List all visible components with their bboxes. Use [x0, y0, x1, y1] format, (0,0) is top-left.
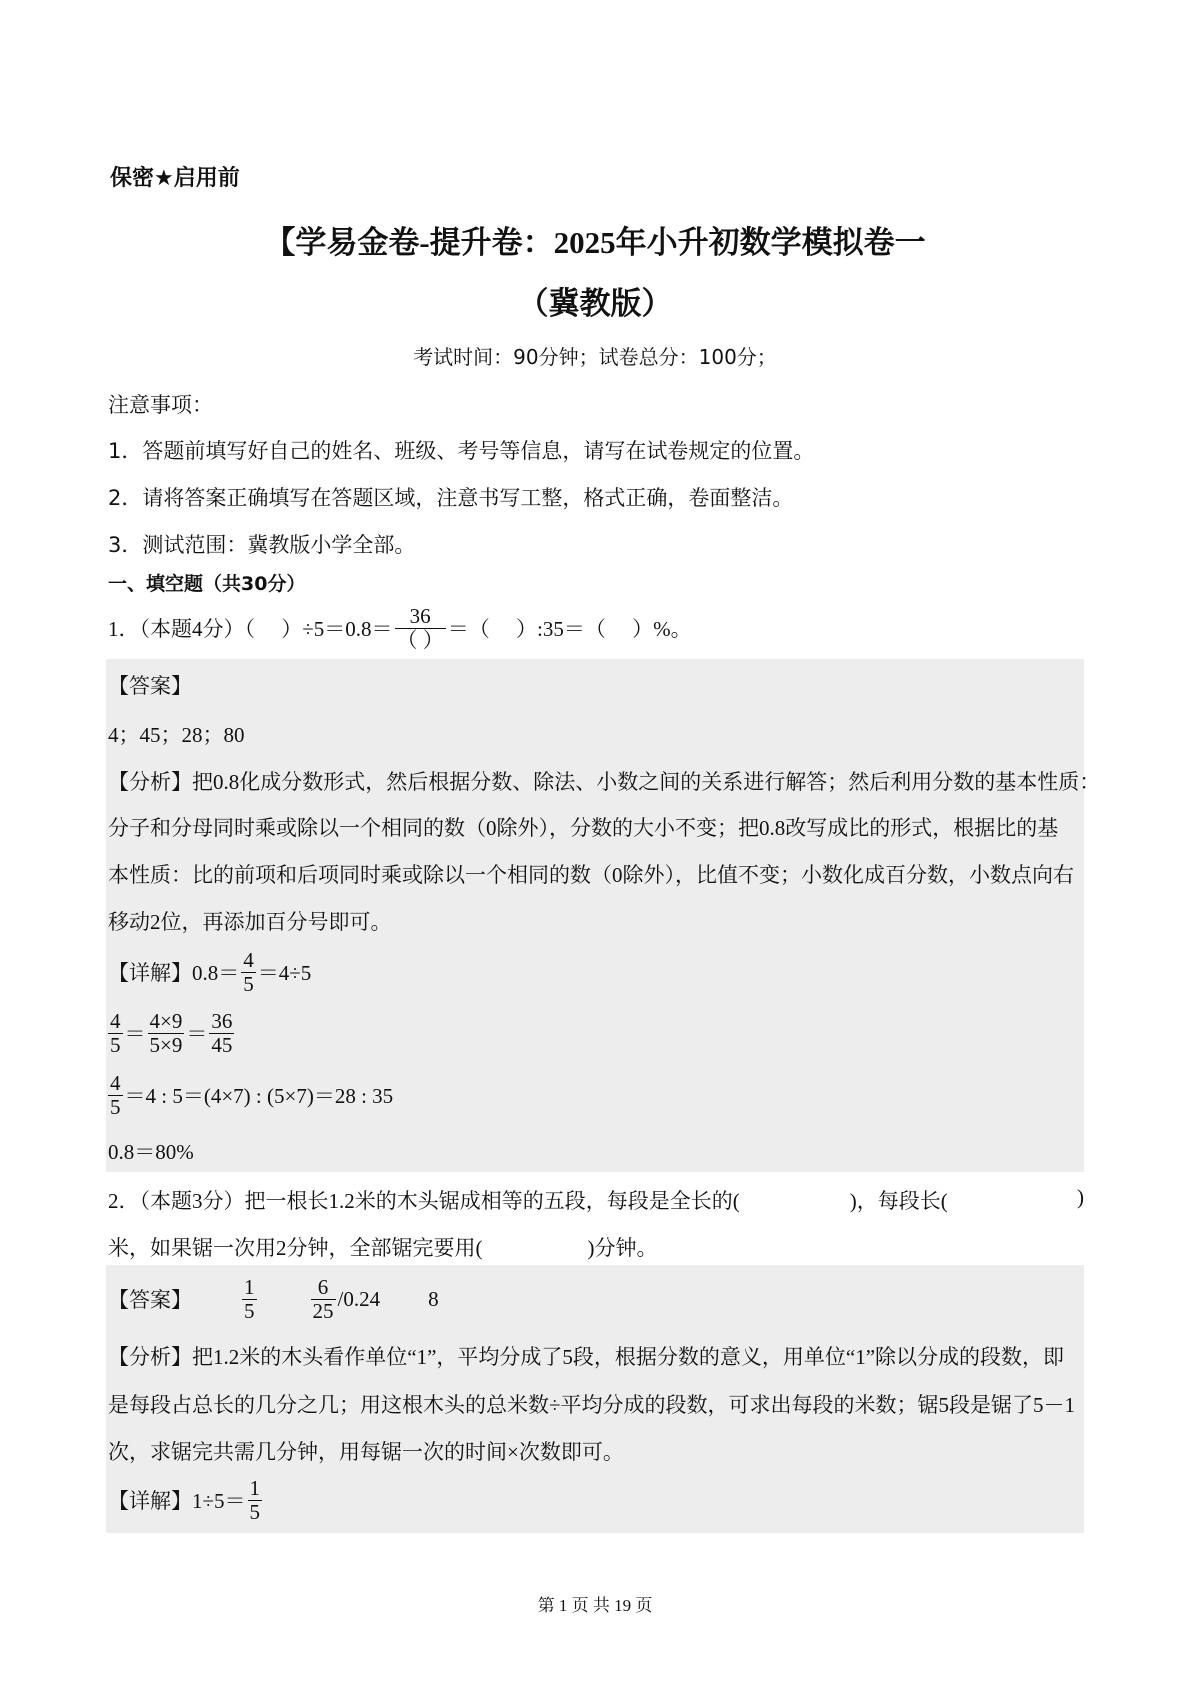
- detail-line-2: [106, 1004, 236, 1062]
- fraction-numerator: 1: [244, 1275, 255, 1300]
- fraction-numerator: 4: [110, 1009, 121, 1034]
- page-number: 第 1 页 共 19 页: [537, 1596, 653, 1615]
- fraction-numerator: 4: [110, 1071, 121, 1096]
- fraction-denominator: 5: [243, 971, 254, 996]
- equals-sign: ＝: [124, 1022, 146, 1046]
- detail-expr: 1÷5＝: [192, 1489, 246, 1513]
- answer-decimal: /0.24: [337, 1286, 381, 1311]
- fraction-denominator: 5: [110, 1094, 121, 1119]
- question-1: [108, 600, 692, 656]
- detail-expr: 0.8＝: [192, 961, 240, 985]
- detail-line-4: 0.8＝80%: [108, 1140, 194, 1164]
- q2-answer-line: [108, 1270, 439, 1328]
- notes-heading: 注意事项：: [108, 393, 213, 417]
- note-item-1: 1．答题前填写好自己的姓名、班级、考号等信息，请写在试卷规定的位置。: [108, 439, 815, 463]
- fraction: [148, 1010, 185, 1055]
- question-2-text: 2．（本题3分）把一根长1.2米的木头锯成相等的五段，每段是全长的(: [108, 1189, 740, 1213]
- question-1-fraction: [395, 605, 446, 650]
- fraction-numerator: 4×9: [149, 1009, 183, 1034]
- question-1-prefix: 1．（本题4分）（ ）÷5＝0.8＝: [108, 617, 393, 641]
- answer-fraction-2: [311, 1276, 336, 1321]
- answer-label: 【答案】: [108, 1288, 192, 1312]
- fraction: [209, 1010, 234, 1055]
- answer-minutes: 8: [428, 1286, 439, 1311]
- fraction: [108, 1072, 123, 1117]
- analysis-line: 移动2位，再添加百分号即可。: [108, 910, 392, 934]
- paper-title: 【学易金卷-提升卷：2025年小升初数学模拟卷一: [264, 225, 926, 260]
- fraction-numerator: 1: [249, 1476, 261, 1501]
- detail-expr: ＝4÷5: [257, 961, 312, 985]
- fraction-denominator: 5: [244, 1298, 255, 1323]
- fraction-denominator: 5: [249, 1499, 261, 1524]
- q2-detail-line: [108, 1471, 264, 1529]
- detail-line-1: [108, 943, 311, 1001]
- fraction-denominator: 5×9: [149, 1032, 183, 1057]
- fraction-numerator: 6: [311, 1276, 336, 1299]
- equals-sign: ＝: [186, 1022, 208, 1046]
- fraction-numerator: 36: [211, 1009, 233, 1034]
- exam-info: 考试时间：90分钟；试卷总分：100分；: [413, 345, 777, 369]
- fraction: [248, 1477, 263, 1522]
- fraction-denominator: 5: [110, 1032, 121, 1057]
- question-2-line-2: [108, 1232, 658, 1262]
- fraction-numerator: 4: [243, 948, 254, 973]
- detail-line-3: [106, 1066, 393, 1124]
- analysis-line: 【分析】把0.8化成分数形式，然后根据分数、除法、小数之间的关系进行解答；然后利用分数的基本性质：: [108, 770, 1101, 794]
- fraction: [108, 1010, 123, 1055]
- question-2-text: )，每段长(: [849, 1189, 948, 1213]
- answer-blank[interactable]: [948, 1185, 1077, 1215]
- detail-label: 【详解】: [108, 961, 192, 985]
- paper-subtitle: （冀教版）: [517, 286, 673, 321]
- fraction-numerator: 36: [395, 605, 446, 628]
- question-2-text: )分钟。: [587, 1236, 658, 1260]
- note-item-2: 2．请将答案正确填写在答题区域，注意书写工整，格式正确，卷面整洁。: [108, 486, 794, 510]
- note-item-3: 3．测试范围：冀教版小学全部。: [108, 533, 416, 557]
- question-1-suffix: ＝（ ）:35＝（ ）%。: [447, 617, 692, 641]
- answer-blank[interactable]: [740, 1185, 850, 1215]
- question-2-text: 米，如果锯一次用2分钟，全部锯完要用(: [108, 1236, 483, 1260]
- answer-value: 4；45；28；80: [108, 723, 245, 747]
- analysis-line: 【分析】把1.2米的木头看作单位“1”，平均分成了5段，根据分数的意义，用单位“1”除以分成的段数，即: [108, 1345, 1065, 1369]
- analysis-line: 次，求锯完共需几分钟，用每锯一次的时间×次数即可。: [108, 1440, 624, 1464]
- analysis-line: 分子和分母同时乘或除以一个相同的数（0除外），分数的大小不变；把0.8改写成比的形式，根据比的基: [108, 816, 1059, 840]
- answer-blank[interactable]: [483, 1232, 588, 1262]
- fraction: [241, 949, 256, 994]
- fraction-denominator: 45: [211, 1032, 233, 1057]
- answer-label: 【答案】: [108, 674, 192, 698]
- question-2-text: ): [1077, 1185, 1084, 1209]
- confidential-label: 保密★启用前: [110, 166, 240, 191]
- fraction-denominator: （ ）: [396, 627, 444, 652]
- answer-fraction-1: [242, 1276, 257, 1321]
- question-2-line-1: [108, 1185, 1084, 1215]
- fraction-denominator: 25: [312, 1298, 334, 1323]
- analysis-line: 本性质：比的前项和后项同时乘或除以一个相同的数（0除外），比值不变；小数化成百分数，小数点向右: [108, 863, 1074, 887]
- analysis-line: 是每段占总长的几分之几；用这根木头的总米数÷平均分成的段数，可求出每段的米数；锯5段是锯了5－1: [108, 1393, 1076, 1417]
- detail-label: 【详解】: [108, 1489, 192, 1513]
- detail-expr: ＝4 : 5＝(4×7) : (5×7)＝28 : 35: [124, 1084, 394, 1108]
- section-title: 一、填空题（共30分）: [108, 573, 306, 595]
